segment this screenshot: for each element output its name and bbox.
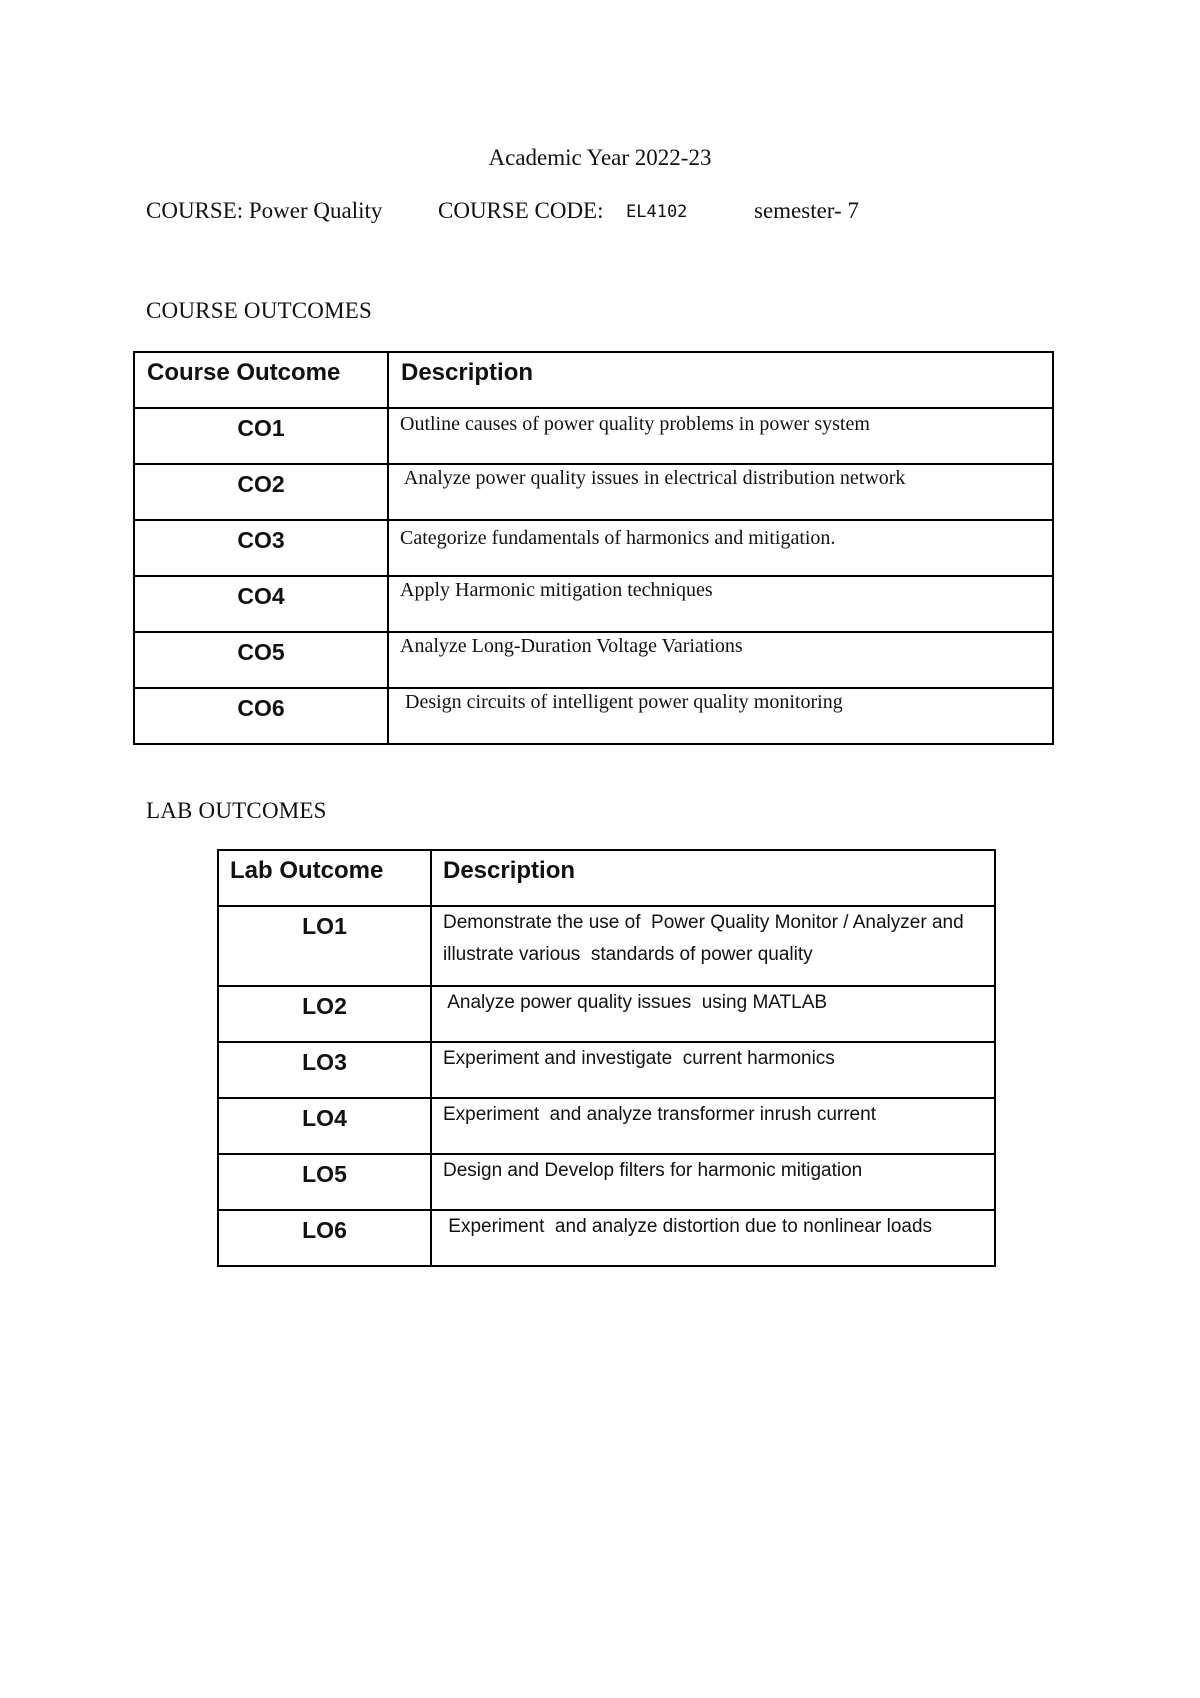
table-row	[218, 1210, 995, 1266]
table-row	[134, 520, 1053, 576]
semester: semester- 7	[754, 198, 859, 223]
table-row	[218, 1042, 995, 1098]
table-row	[134, 408, 1053, 464]
outcome-description: Analyze Long-Duration Voltage Variations	[388, 632, 1053, 688]
outcome-code: LO5	[218, 1154, 431, 1210]
academic-year: Academic Year 2022-23	[488, 145, 712, 170]
outcome-description: Analyze power quality issues using MATLAB	[431, 986, 995, 1042]
outcome-code: LO1	[218, 906, 431, 986]
course-outcomes-table	[133, 351, 1054, 745]
outcome-description: Apply Harmonic mitigation techniques	[388, 576, 1053, 632]
outcome-code: LO2	[218, 986, 431, 1042]
column-header: Course Outcome	[134, 352, 388, 408]
table-row	[134, 576, 1053, 632]
table-row	[218, 1098, 995, 1154]
outcome-description: Demonstrate the use of Power Quality Monitor / Analyzer and illustrate various standards of power quality	[431, 906, 995, 986]
table-row	[134, 464, 1053, 520]
outcome-code: CO1	[134, 408, 388, 464]
outcome-description: Categorize fundamentals of harmonics and mitigation.	[388, 520, 1053, 576]
table-row	[134, 688, 1053, 744]
column-header: Description	[388, 352, 1053, 408]
outcome-description: Analyze power quality issues in electrical distribution network	[388, 464, 1053, 520]
column-header: Lab Outcome	[218, 850, 431, 906]
course-name: COURSE: Power Quality	[146, 198, 383, 223]
outcome-description: Experiment and analyze transformer inrush current	[431, 1098, 995, 1154]
table-header-row	[218, 850, 995, 906]
course-code: EL4102	[626, 202, 688, 222]
outcome-code: LO4	[218, 1098, 431, 1154]
outcome-description: Design and Develop filters for harmonic mitigation	[431, 1154, 995, 1210]
outcome-description: Experiment and investigate current harmonics	[431, 1042, 995, 1098]
table-row	[134, 632, 1053, 688]
lab-outcomes-table	[217, 849, 996, 1267]
outcome-description: Design circuits of intelligent power quality monitoring	[388, 688, 1053, 744]
column-header: Description	[431, 850, 995, 906]
course-code-label: COURSE CODE:	[438, 198, 604, 223]
lab-outcomes-heading: LAB OUTCOMES	[146, 798, 327, 823]
outcome-code: CO5	[134, 632, 388, 688]
table-row	[218, 986, 995, 1042]
outcome-code: LO3	[218, 1042, 431, 1098]
course-outcomes-heading: COURSE OUTCOMES	[146, 298, 373, 323]
outcome-code: CO2	[134, 464, 388, 520]
outcome-description: Experiment and analyze distortion due to nonlinear loads	[431, 1210, 995, 1266]
table-row	[218, 1154, 995, 1210]
table-row	[218, 906, 995, 986]
table-header-row	[134, 352, 1053, 408]
outcome-code: CO4	[134, 576, 388, 632]
outcome-code: CO3	[134, 520, 388, 576]
outcome-code: CO6	[134, 688, 388, 744]
outcome-code: LO6	[218, 1210, 431, 1266]
outcome-description: Outline causes of power quality problems in power system	[388, 408, 1053, 464]
